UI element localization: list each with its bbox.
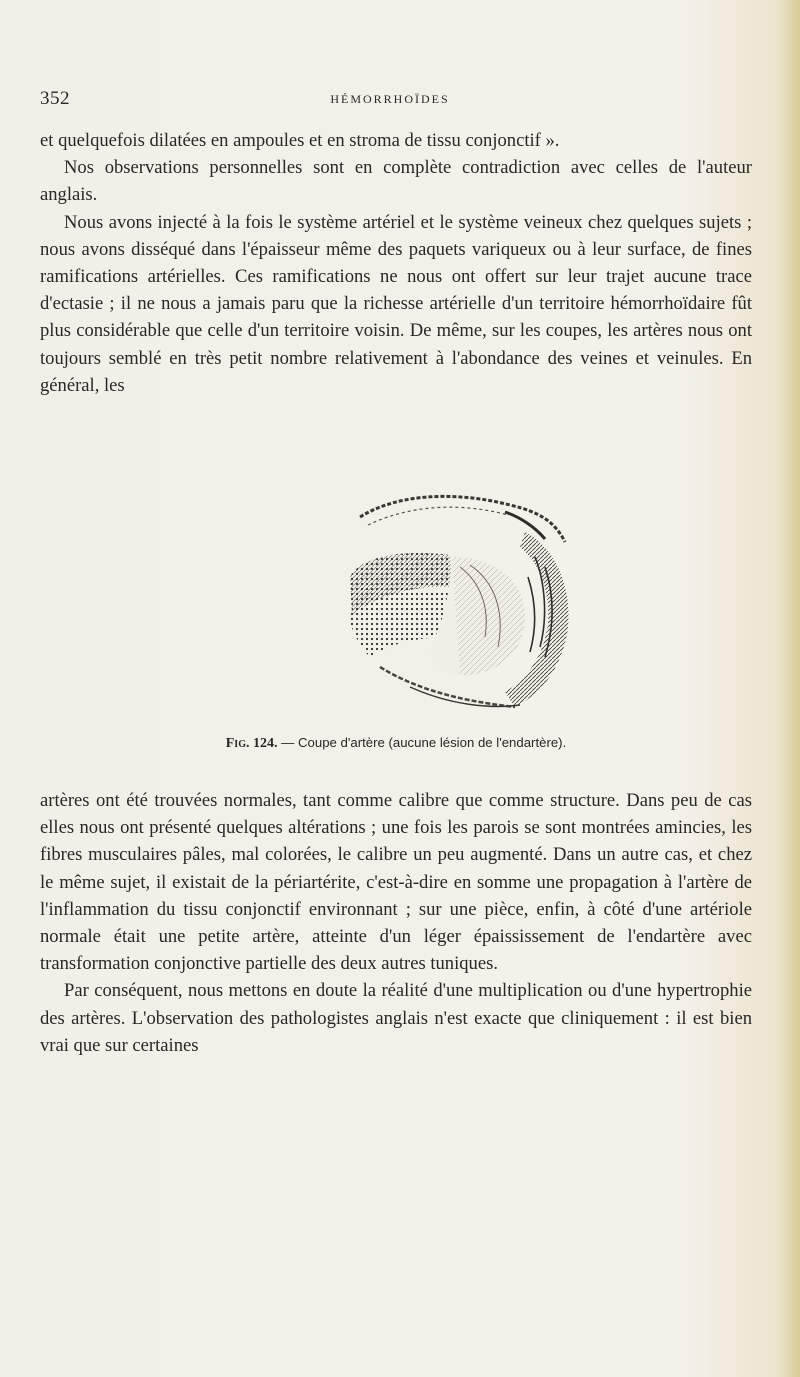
page-header (40, 88, 740, 112)
paragraph: artères ont été trouvées normales, tant comme calibre que comme structure. Dans peu de cas elles nous ont présenté quelques altérations ; une fois les parois se sont montrées amincies, les fibres musculaires pâles, mal colorées, le calibre un peu augmenté. Dans un autre cas, et chez le même sujet, il existait de la périartérite, c'est-à-dire en somme une propagation à l'artère de l'inflammation du tissu conjonctif environnant ; sur une pièce, enfin, à côté d'une artériole normale était une petite artère, atteinte d'un léger épaississement de l'endartère avec transformation conjonctive partielle des deux autres tuniques. (40, 790, 752, 975)
text-block-bottom (40, 787, 752, 1059)
paragraph: et quelquefois dilatées en ampoules et en stroma de tissu conjonctif ». (40, 130, 560, 151)
page-number: 352 (40, 88, 70, 109)
figure-label: Fig. 124. (225, 736, 278, 751)
paragraph: Par conséquent, nous mettons en doute la réalité d'une multiplication ou d'une hypertrophie des artères. L'observation des pathologistes anglais n'est exacte que cliniquement : il est bien vrai que sur certaines (40, 980, 752, 1056)
figure-caption (40, 735, 752, 752)
paragraph: Nous avons injecté à la fois le système artériel et le système veineux chez quelques sujets ; nous avons disséqué dans l'épaisseur même des paquets variqueux ou à leur surface, de fines ramifications artérielles. Ces ramifications ne nous ont offert sur leur trajet aucune trace d'ectasie ; il ne nous a jamais paru que la richesse artérielle d'un territoire hémorrhoïdaire fût plus considérable que celle d'un territoire voisin. De même, sur les coupes, les artères nous ont toujours semblé en très petit nombre relativement à l'abondance des veines et veinules. En général, les (40, 211, 752, 396)
text-block-top (40, 127, 752, 399)
paragraph: Nos observations personnelles sont en complète contradiction avec celles de l'auteur anglais. (40, 157, 752, 206)
artery-section-illustration (340, 487, 580, 722)
figure-caption-text: — Coupe d'artère (aucune lésion de l'endartère). (281, 735, 567, 750)
running-title: HÉMORRHOÏDES (330, 92, 450, 106)
